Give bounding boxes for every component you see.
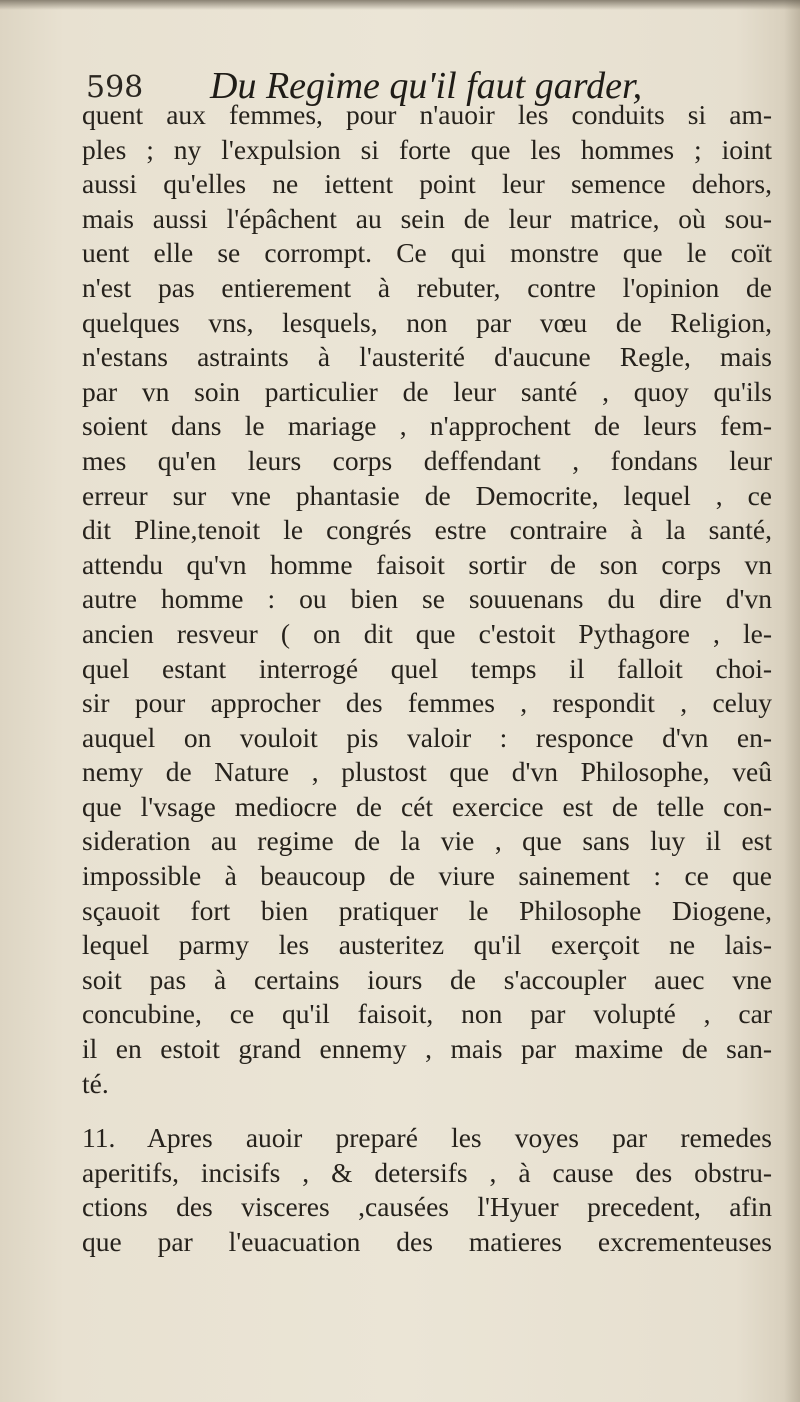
text-line: ctions des visceres ,causées l'Hyuer precedent, afin <box>82 1191 772 1223</box>
text-line: soit pas à certains iours de s'accoupler auec vne <box>82 963 772 995</box>
text-line: té. <box>82 1067 109 1099</box>
text-line: quel estant interrogé quel temps il falloit choi- <box>82 652 772 684</box>
page-gutter-shadow <box>784 0 800 1402</box>
text-line: concubine, ce qu'il faisoit, non par volupté , car <box>82 998 772 1030</box>
text-line: mais aussi l'épâchent au sein de leur matrice, où sou- <box>82 202 772 234</box>
text-line: n'estans astraints à l'austerité d'aucune Regle, mais <box>82 341 772 373</box>
text-line: uent elle se corrompt. Ce qui monstre que le coït <box>82 237 772 269</box>
text-line: attendu qu'vn homme faisoit sortir de son corps vn <box>82 548 772 580</box>
page-top-shadow <box>0 0 800 10</box>
text-line: quent aux femmes, pour n'auoir les conduits si am- <box>82 99 772 130</box>
text-line: impossible à beaucoup de viure sainement : ce que <box>82 860 772 892</box>
page-number: 598 <box>86 70 144 105</box>
text-line: soient dans le mariage , n'approchent de leurs fem- <box>82 410 772 442</box>
text-line: ancien resveur ( on dit que c'estoit Pythagore , le- <box>82 617 772 649</box>
text-line: il en estoit grand ennemy , mais par maxime de san- <box>82 1033 772 1065</box>
text-line: mes qu'en leurs corps deffendant , fondans leur <box>82 444 772 476</box>
paragraph-2 <box>82 1121 772 1259</box>
text-line: aperitifs, incisifs , & detersifs , à cause des obstru- <box>82 1156 772 1188</box>
text-line: sçauoit fort bien pratiquer le Philosophe Diogene, <box>82 894 772 926</box>
text-line: dit Pline,tenoit le congrés estre contraire à la santé, <box>82 514 772 546</box>
text-line: n'est pas entierement à rebuter, contre l'opinion de <box>82 271 772 303</box>
text-line: auquel on vouloit pis valoir : responce d'vn en- <box>82 721 772 753</box>
text-line: aussi qu'elles ne iettent point leur semence dehors, <box>82 168 772 200</box>
text-line: nemy de Nature , plustost que d'vn Philosophe, veû <box>82 756 772 788</box>
body-text <box>82 98 772 1260</box>
text-line: 11. Apres auoir preparé les voyes par remedes <box>82 1122 772 1154</box>
running-title: Du Regime qu'il faut garder, <box>210 65 643 107</box>
text-line: sir pour approcher des femmes , respondit , celuy <box>82 687 772 719</box>
text-line: autre homme : ou bien se souuenans du dire d'vn <box>82 583 772 615</box>
text-line: que l'vsage mediocre de cét exercice est de telle con- <box>82 790 772 822</box>
text-line: lequel parmy les austeritez qu'il exerçoit ne lais- <box>82 929 772 961</box>
text-line: erreur sur vne phantasie de Democrite, lequel , ce <box>82 479 772 511</box>
text-line: ples ; ny l'expulsion si forte que les hommes ; ioint <box>82 133 772 165</box>
paragraph-1 <box>82 98 772 1101</box>
text-line: que par l'euacuation des matieres excrementeuses <box>82 1226 772 1257</box>
text-line: par vn soin particulier de leur santé , quoy qu'ils <box>82 375 772 407</box>
text-line: quelques vns, lesquels, non par vœu de Religion, <box>82 306 772 338</box>
paragraph-gap <box>82 1101 772 1121</box>
text-line: sideration au regime de la vie , que sans luy il est <box>82 825 772 857</box>
